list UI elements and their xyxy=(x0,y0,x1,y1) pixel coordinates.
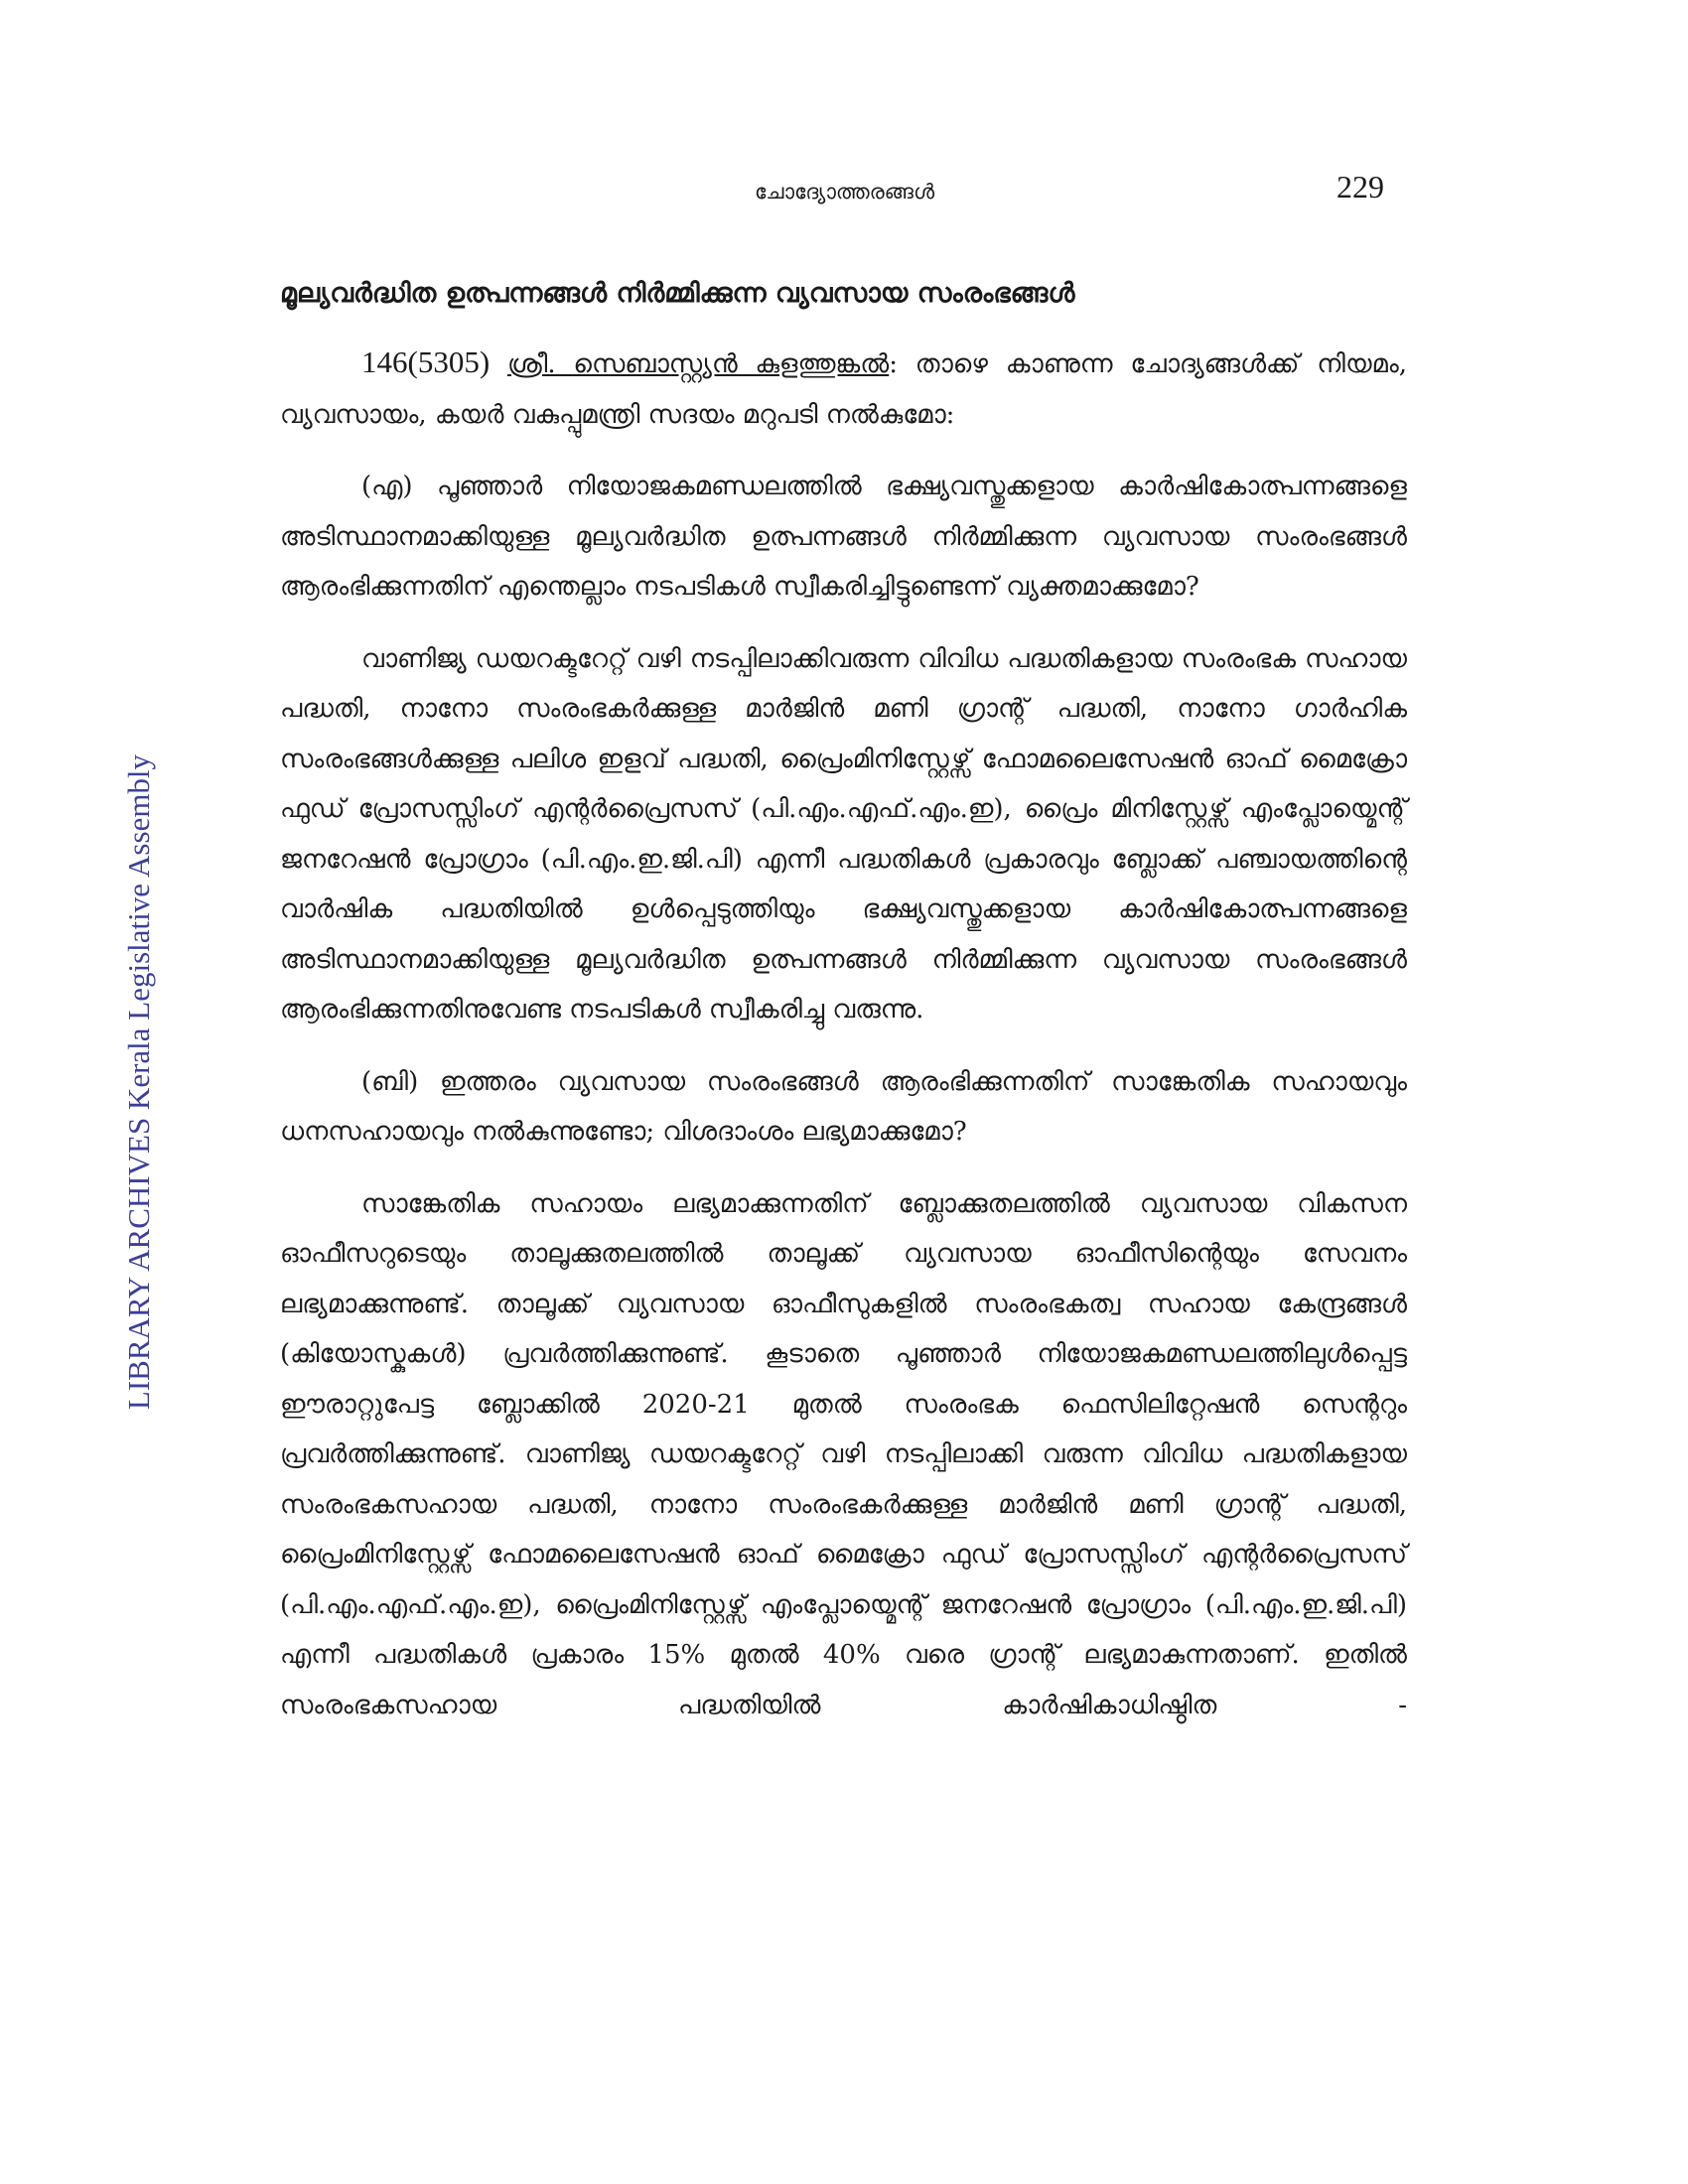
question-intro xyxy=(280,338,1407,440)
document-body xyxy=(280,338,1407,1752)
running-head: ചോദ്യോത്തരങ്ങൾ xyxy=(755,180,935,204)
question-intro-text: : താഴെ കാണുന്ന ചോദ്യങ്ങൾക്ക് നിയമം, വ്യവസായം, കയർ വകുപ്പുമന്ത്രി സദയം മറുപടി നൽകുമോ: xyxy=(280,349,1408,430)
page-number: 229 xyxy=(1336,169,1384,205)
archive-watermark: LIBRARY ARCHIVES Kerala Legislative Assembly xyxy=(121,753,156,1411)
member-name: ശ്രീ. സെബാസ്റ്റ്യൻ കുളത്തുങ്കൽ xyxy=(506,349,890,379)
question-number: 146(5305) xyxy=(361,344,491,379)
question-part-b: (ബി) ഇത്തരം വ്യവസായ സംരംഭങ്ങൾ ആരംഭിക്കുന്നതിന് സാങ്കേതിക സഹായവും ധനസഹായവും നൽകുന്നുണ്ടോ; വിശദാംശം ലഭ്യമാക്കുമോ? xyxy=(280,1066,1407,1147)
answer-part-b: സാങ്കേതിക സഹായം ലഭ്യമാക്കുന്നതിന് ബ്ലോക്കുതലത്തിൽ വ്യവസായ വികസന ഓഫീസറുടെയും താലൂക്കുതലത്തിൽ താലൂക്ക് വ്യവസായ ഓഫീസിന്റെയും സേവനം ലഭ്യമാക്കുന്നുണ്ട്. താലൂക്ക് വ്യവസായ ഓഫീസുകളിൽ സംരംഭകത്വ സഹായ കേന്ദ്രങ്ങൾ (കിയോസ്കുകൾ) പ്രവർത്തിക്കുന്നുണ്ട്. കൂടാതെ പൂഞ്ഞാർ നിയോജകമണ്ഡലത്തിലുൾപ്പെട്ട ഈരാറ്റുപേട്ട ബ്ലോക്കിൽ 2020-21 മുതൽ സംരംഭക ഫെസിലിറ്റേഷൻ സെന്ററും പ്രവർത്തിക്കുന്നുണ്ട്. വാണിജ്യ ഡയറക്ടറേറ്റ് വഴി നടപ്പിലാക്കി വരുന്ന വിവിധ പദ്ധതികളായ സംരംഭകസഹായ പദ്ധതി, നാനോ സംരംഭകർക്കുള്ള മാർജിൻ മണി ഗ്രാന്റ് പദ്ധതി, പ്രൈംമിനിസ്റ്റേഴ്സ് ഫോമലൈസേഷൻ ഓഫ് മൈക്രോ ഫുഡ് പ്രോസസ്സിംഗ് എന്റർപ്രൈസസ് (പി.എം.എഫ്.എം.ഇ), പ്രൈംമിനിസ്റ്റേഴ്സ് എംപ്ലോയ്മെന്റ് ജനറേഷൻ പ്രോഗ്രാം (പി.എം.ഇ.ജി.പി) എന്നീ പദ്ധതികൾ പ്രകാരം 15% മുതൽ 40% വരെ ഗ്രാന്റ് ലഭ്യമാകുന്നതാണ്. ഇതിൽ സംരംഭകസഹായ പദ്ധതിയിൽ കാർഷികാധിഷ്ഠിത - xyxy=(280,1188,1407,1720)
answer-part-a: വാണിജ്യ ഡയറക്ടറേറ്റ് വഴി നടപ്പിലാക്കിവരുന്ന വിവിധ പദ്ധതികളായ സംരംഭക സഹായ പദ്ധതി, നാനോ സംരംഭകർക്കുള്ള മാർജിൻ മണി ഗ്രാന്റ് പദ്ധതി, നാനോ ഗാർഹിക സംരംഭങ്ങൾക്കുള്ള പലിശ ഇളവ് പദ്ധതി, പ്രൈംമിനിസ്റ്റേഴ്സ് ഫോമലൈസേഷൻ ഓഫ് മൈക്രോ ഫുഡ് പ്രോസസ്സിംഗ് എന്റർപ്രൈസസ് (പി.എം.എഫ്.എം.ഇ), പ്രൈം മിനിസ്റ്റേഴ്സ് എംപ്ലോയ്മെന്റ് ജനറേഷൻ പ്രോഗ്രാം (പി.എം.ഇ.ജി.പി) എന്നീ പദ്ധതികൾ പ്രകാരവും ബ്ലോക്ക് പഞ്ചായത്തിന്റെ വാർഷിക പദ്ധതിയിൽ ഉൾപ്പെടുത്തിയും ഭക്ഷ്യവസ്തുക്കളായ കാർഷികോത്പന്നങ്ങളെ അടിസ്ഥാനമാക്കിയുള്ള മൂല്യവർദ്ധിത ഉത്പന്നങ്ങൾ നിർമ്മിക്കുന്ന വ്യവസായ സംരംഭങ്ങൾ ആരംഭിക്കുന്നതിനുവേണ്ട നടപടികൾ സ്വീകരിച്ചു വരുന്നു. xyxy=(280,643,1407,1024)
question-title: മൂല്യവർദ്ധിത ഉത്പന്നങ്ങൾ നിർമ്മിക്കുന്ന വ്യവസായ സംരംഭങ്ങൾ xyxy=(280,278,1075,309)
question-part-a: (എ) പൂഞ്ഞാർ നിയോജകമണ്ഡലത്തിൽ ഭക്ഷ്യവസ്തുക്കളായ കാർഷികോത്പന്നങ്ങളെ അടിസ്ഥാനമാക്കിയുള്ള മൂല്യവർദ്ധിത ഉത്പന്നങ്ങൾ നിർമ്മിക്കുന്ന വ്യവസായ സംരംഭങ്ങൾ ആരംഭിക്കുന്നതിന് എന്തെല്ലാം നടപടികൾ സ്വീകരിച്ചിട്ടുണ്ടെന്ന് വ്യക്തമാക്കുമോ? xyxy=(280,472,1407,602)
